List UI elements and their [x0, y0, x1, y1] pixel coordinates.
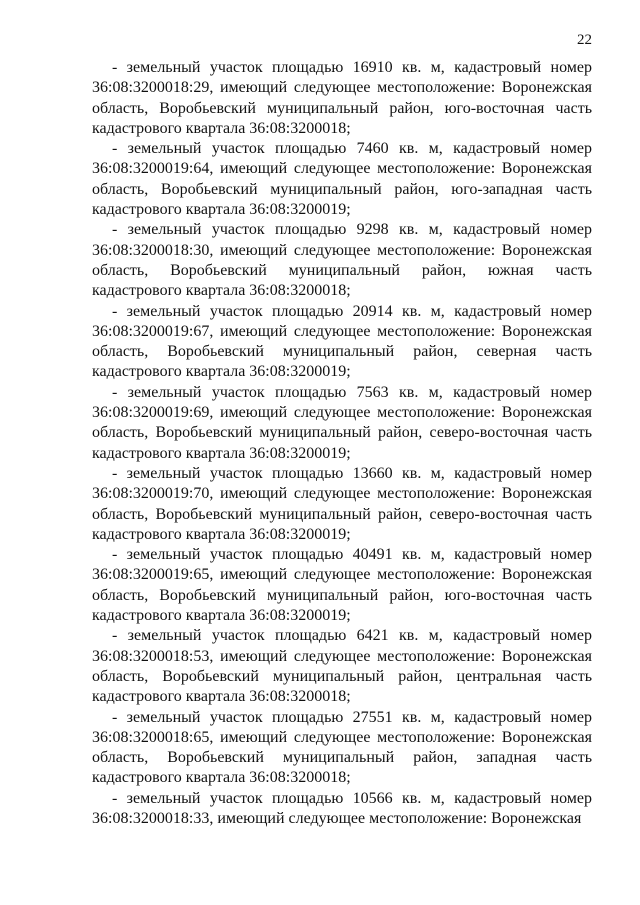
- land-plot-entry: - земельный участок площадью 13660 кв. м, кадастровый номер 36:08:3200019:70, имеющий следующее местоположение: Воронежская область, Воробьевский муниципальный район, северо-восточная часть кадастрового квартала 36:08:3200019;: [92, 464, 592, 543]
- land-plot-entry: - земельный участок площадью 10566 кв. м, кадастровый номер 36:08:3200018:33, имеющий следующее местоположение: Воронежская: [92, 789, 592, 827]
- land-plot-entry: - земельный участок площадью 40491 кв. м, кадастровый номер 36:08:3200019:65, имеющий следующее местоположение: Воронежская область, Воробьевский муниципальный район, юго-восточная часть кадастрового квартала 36:08:3200019;: [92, 546, 592, 625]
- land-plot-entry: - земельный участок площадью 7563 кв. м, кадастровый номер 36:08:3200019:69, имеющий следующее местоположение: Воронежская область, Воробьевский муниципальный район, северо-восточная часть кадастрового квартала 36:08:3200019;: [92, 383, 592, 462]
- land-plot-entry: - земельный участок площадью 7460 кв. м, кадастровый номер 36:08:3200019:64, имеющий следующее местоположение: Воронежская область, Воробьевский муниципальный район, юго-западная часть кадастрового квартала 36:08:3200019;: [92, 140, 592, 219]
- land-plot-list: [92, 58, 592, 829]
- land-plot-entry: - земельный участок площадью 16910 кв. м, кадастровый номер 36:08:3200018:29, имеющий следующее местоположение: Воронежская область, Воробьевский муниципальный район, юго-восточная часть кадастрового квартала 36:08:3200018;: [92, 59, 592, 137]
- page-number: 22: [577, 32, 592, 48]
- land-plot-entry: - земельный участок площадью 6421 кв. м, кадастровый номер 36:08:3200018:53, имеющий следующее местоположение: Воронежская область, Воробьевский муниципальный район, центральная часть кадастрового квартала 36:08:3200018;: [92, 627, 592, 706]
- land-plot-entry: - земельный участок площадью 20914 кв. м, кадастровый номер 36:08:3200019:67, имеющий следующее местоположение: Воронежская область, Воробьевский муниципальный район, северная часть кадастрового квартала 36:08:3200019;: [92, 302, 592, 381]
- land-plot-entry: - земельный участок площадью 27551 кв. м, кадастровый номер 36:08:3200018:65, имеющий следующее местоположение: Воронежская область, Воробьевский муниципальный район, западная часть кадастрового квартала 36:08:3200018;: [92, 708, 592, 787]
- land-plot-entry: - земельный участок площадью 9298 кв. м, кадастровый номер 36:08:3200018:30, имеющий следующее местоположение: Воронежская область, Воробьевский муниципальный район, южная часть кадастрового квартала 36:08:3200018;: [92, 221, 592, 300]
